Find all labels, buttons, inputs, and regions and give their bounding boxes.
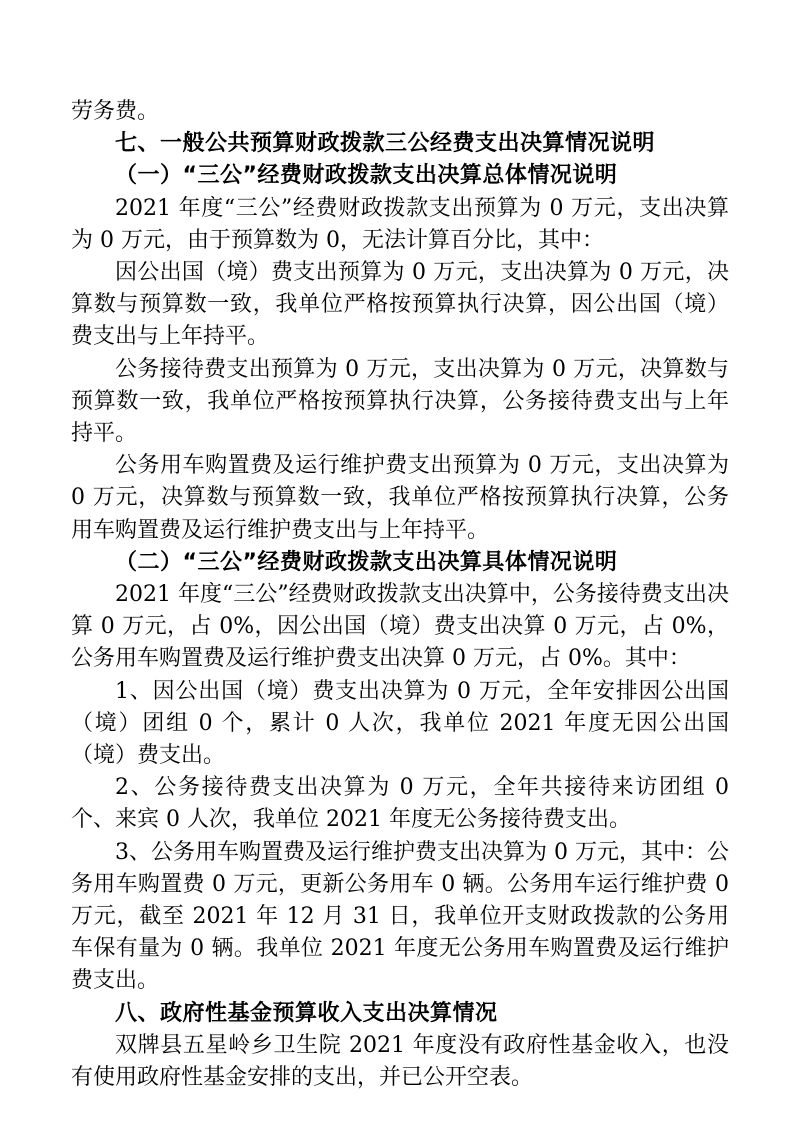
body-paragraph: 劳务费。 bbox=[71, 99, 160, 124]
body-paragraph: 公务接待费支出预算为 0 万元，支出决算为 0 万元，决算数与预算数一致，我单位严格按预算执行决算，公务接待费支出与上年持平。 bbox=[71, 356, 729, 447]
body-paragraph: 因公出国（境）费支出预算为 0 万元，支出决算为 0 万元，决算数与预算数一致，我单位严格按预算执行决算，因公出国（境）费支出与上年持平。 bbox=[71, 260, 729, 350]
body-paragraph: 1、因公出国（境）费支出决算为 0 万元，全年安排因公出国（境）团组 0 个，累计 0 人次，我单位 2021 年度无因公出国（境）费支出。 bbox=[71, 678, 729, 769]
document-content bbox=[71, 96, 729, 1094]
body-paragraph: 公务用车购置费及运行维护费支出预算为 0 万元，支出决算为 0 万元，决算数与预算数一致，我单位严格按预算执行决算，公务用车购置费及运行维护费支出与上年持平。 bbox=[71, 453, 729, 543]
body-paragraph: 2021 年度“三公”经费财政拨款支出决算中，公务接待费支出决算 0 万元，占 0%，因公出国（境）费支出决算 0 万元，占 0%，公务用车购置费及运行维护费支出决算 0 万元，占 0%。其中： bbox=[71, 582, 729, 672]
section-heading: 八、政府性基金预算收入支出决算情况 bbox=[115, 1000, 498, 1026]
body-paragraph: 2、公务接待费支出决算为 0 万元，全年共接待来访团组 0 个、来宾 0 人次，我单位 2021 年度无公务接待费支出。 bbox=[71, 775, 729, 833]
body-paragraph: 2021 年度“三公”经费财政拨款支出预算为 0 万元，支出决算为 0 万元，由于预算数为 0，无法计算百分比，其中： bbox=[71, 195, 729, 253]
body-paragraph: 双牌县五星岭乡卫生院 2021 年度没有政府性基金收入，也没有使用政府性基金安排的支出，并已公开空表。 bbox=[71, 1032, 729, 1091]
section-heading: （一）“三公”经费财政拨款支出决算总体情况说明 bbox=[115, 163, 618, 189]
section-heading: 七、一般公共预算财政拨款三公经费支出决算情况说明 bbox=[115, 131, 656, 157]
section-heading: （二）“三公”经费财政拨款支出决算具体情况说明 bbox=[115, 549, 618, 575]
body-paragraph: 3、公务用车购置费及运行维护费支出决算为 0 万元，其中：公务用车购置费 0 万元，更新公务用车 0 辆。公务用车运行维护费 0 万元，截至 2021 年 12 月 31 日，我单位开支财政拨款的公务用车保有量为 0 辆。我单位 2021 年度无公务用车购置费及运行维护费支出。 bbox=[71, 839, 729, 994]
